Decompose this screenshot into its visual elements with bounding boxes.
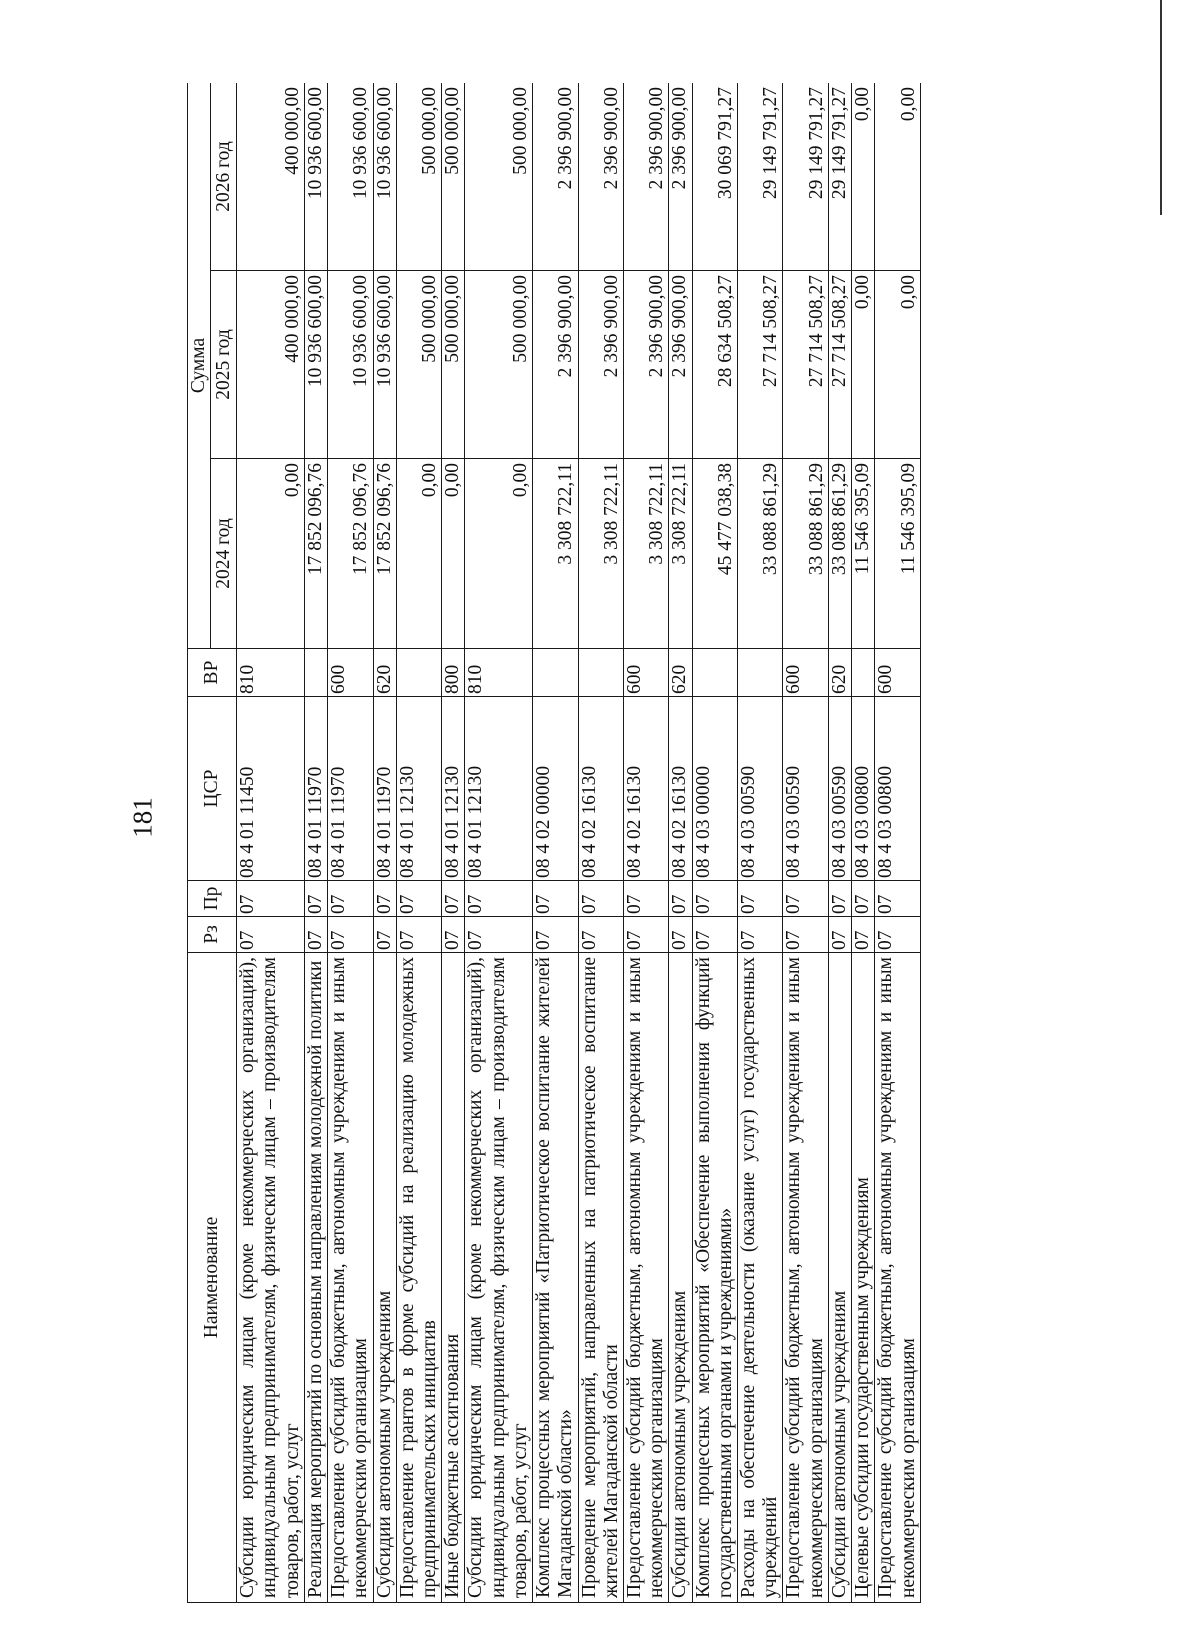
cell-pr: 07 [852, 881, 875, 917]
cell-2025: 2 396 900,00 [533, 271, 578, 459]
cell-2024: 17 852 096,76 [304, 459, 327, 649]
cell-pr: 07 [738, 881, 783, 917]
cell-rz: 07 [623, 917, 668, 953]
col-header-2026: 2026 год [211, 83, 237, 271]
cell-2024: 0,00 [396, 459, 441, 649]
cell-pr: 07 [237, 881, 305, 917]
cell-vr [578, 649, 623, 697]
col-header-vr: ВР [188, 649, 237, 697]
cell-vr: 620 [669, 649, 692, 697]
cell-2026: 500 000,00 [396, 83, 441, 271]
cell-rz: 07 [442, 917, 465, 953]
cell-2026: 30 069 791,27 [692, 83, 737, 271]
table-row [828, 83, 851, 1603]
cell-csr: 08 4 03 00800 [852, 697, 875, 881]
cell-2024: 33 088 861,29 [783, 459, 828, 649]
cell-vr: 810 [465, 649, 533, 697]
cell-2025: 27 714 508,27 [828, 271, 851, 459]
cell-rz: 07 [669, 917, 692, 953]
cell-2024: 11 546 395,09 [852, 459, 875, 649]
cell-2024: 3 308 722,11 [578, 459, 623, 649]
cell-vr: 600 [875, 649, 920, 697]
cell-vr: 620 [828, 649, 851, 697]
cell-2024: 33 088 861,29 [738, 459, 783, 649]
cell-2026: 2 396 900,00 [578, 83, 623, 271]
cell-2026: 2 396 900,00 [623, 83, 668, 271]
cell-csr: 08 4 03 00590 [783, 697, 828, 881]
cell-rz: 07 [533, 917, 578, 953]
cell-rz: 07 [328, 917, 373, 953]
cell-rz: 07 [738, 917, 783, 953]
col-header-name: Наименование [188, 953, 237, 1603]
col-header-2025: 2025 год [211, 271, 237, 459]
rotated-table-block [187, 83, 1062, 1603]
cell-csr: 08 4 01 12130 [396, 697, 441, 881]
cell-2026: 29 149 791,27 [738, 83, 783, 271]
cell-2024: 0,00 [237, 459, 305, 649]
cell-csr: 08 4 01 11970 [373, 697, 396, 881]
table-row [692, 83, 737, 1603]
table-row [442, 83, 465, 1603]
cell-name: Субсидии автономным учреждениям [669, 953, 692, 1603]
table-row [304, 83, 327, 1603]
cell-name: Реализация мероприятий по основным направлениям молодежной политики [304, 953, 327, 1603]
cell-rz: 07 [875, 917, 920, 953]
cell-2026: 500 000,00 [465, 83, 533, 271]
cell-name: Проведение мероприятий, направленных на патриотическое воспитание жителей Магаданской области [578, 953, 623, 1603]
cell-name: Предоставление грантов в форме субсидий на реализацию молодежных предпринимательских инициатив [396, 953, 441, 1603]
cell-name: Субсидии автономным учреждениям [828, 953, 851, 1603]
cell-name: Субсидии юридическим лицам (кроме некоммерческих организаций), индивидуальным предпринимателям, физическим лицам – производителям товаров, работ, услуг [237, 953, 305, 1603]
table-row [237, 83, 305, 1603]
cell-2024: 3 308 722,11 [669, 459, 692, 649]
cell-rz: 07 [237, 917, 305, 953]
table-row [396, 83, 441, 1603]
cell-vr: 810 [237, 649, 305, 697]
cell-name: Субсидии автономным учреждениям [373, 953, 396, 1603]
cell-csr: 08 4 02 16130 [669, 697, 692, 881]
cell-2025: 2 396 900,00 [623, 271, 668, 459]
cell-2024: 0,00 [465, 459, 533, 649]
cell-name: Целевые субсидии государственным учреждениям [852, 953, 875, 1603]
cell-2026: 400 000,00 [237, 83, 305, 271]
cell-2024: 33 088 861,29 [828, 459, 851, 649]
table-row [465, 83, 533, 1603]
table-row [875, 83, 920, 1603]
cell-name: Субсидии юридическим лицам (кроме некоммерческих организаций), индивидуальным предпринимателям, физическим лицам – производителям товаров, работ, услуг [465, 953, 533, 1603]
cell-pr: 07 [623, 881, 668, 917]
cell-vr: 800 [442, 649, 465, 697]
cell-2025: 500 000,00 [442, 271, 465, 459]
cell-2025: 27 714 508,27 [783, 271, 828, 459]
col-header-2024: 2024 год [211, 459, 237, 649]
cell-rz: 07 [828, 917, 851, 953]
cell-pr: 07 [396, 881, 441, 917]
cell-csr: 08 4 01 11970 [328, 697, 373, 881]
cell-2025: 27 714 508,27 [738, 271, 783, 459]
table-row [783, 83, 828, 1603]
table-row [623, 83, 668, 1603]
scan-border-line [1160, 0, 1162, 215]
cell-vr: 600 [623, 649, 668, 697]
cell-vr: 600 [328, 649, 373, 697]
cell-pr: 07 [328, 881, 373, 917]
cell-2025: 2 396 900,00 [669, 271, 692, 459]
cell-csr: 08 4 02 16130 [578, 697, 623, 881]
cell-pr: 07 [578, 881, 623, 917]
cell-rz: 07 [373, 917, 396, 953]
table-row [578, 83, 623, 1603]
cell-2026: 29 149 791,27 [783, 83, 828, 271]
cell-vr: 600 [783, 649, 828, 697]
cell-rz: 07 [578, 917, 623, 953]
cell-pr: 07 [875, 881, 920, 917]
cell-pr: 07 [692, 881, 737, 917]
cell-name: Иные бюджетные ассигнования [442, 953, 465, 1603]
cell-name: Расходы на обеспечение деятельности (оказание услуг) государственных учреждений [738, 953, 783, 1603]
cell-2025: 28 634 508,27 [692, 271, 737, 459]
col-header-sum: Сумма [188, 83, 211, 649]
cell-csr: 08 4 01 12130 [442, 697, 465, 881]
cell-rz: 07 [783, 917, 828, 953]
cell-2025: 2 396 900,00 [578, 271, 623, 459]
cell-rz: 07 [465, 917, 533, 953]
cell-name: Комплекс процессных мероприятий «Патриотическое воспитание жителей Магаданской области» [533, 953, 578, 1603]
budget-table-wrapper [187, 83, 1062, 1603]
table-row [373, 83, 396, 1603]
cell-pr: 07 [373, 881, 396, 917]
cell-2026: 0,00 [852, 83, 875, 271]
cell-2026: 2 396 900,00 [669, 83, 692, 271]
cell-pr: 07 [442, 881, 465, 917]
cell-2025: 10 936 600,00 [304, 271, 327, 459]
cell-vr [304, 649, 327, 697]
cell-vr [396, 649, 441, 697]
cell-csr: 08 4 01 11450 [237, 697, 305, 881]
cell-2026: 0,00 [875, 83, 920, 271]
cell-vr [533, 649, 578, 697]
table-row [533, 83, 578, 1603]
cell-pr: 07 [533, 881, 578, 917]
cell-2026: 10 936 600,00 [304, 83, 327, 271]
cell-2026: 10 936 600,00 [373, 83, 396, 271]
cell-2024: 17 852 096,76 [328, 459, 373, 649]
cell-csr: 08 4 02 00000 [533, 697, 578, 881]
cell-name: Предоставление субсидий бюджетным, автономным учреждениям и иным некоммерческим организациям [623, 953, 668, 1603]
cell-rz: 07 [304, 917, 327, 953]
cell-2024: 3 308 722,11 [533, 459, 578, 649]
cell-2025: 400 000,00 [237, 271, 305, 459]
cell-2024: 11 546 395,09 [875, 459, 920, 649]
cell-csr: 08 4 03 00000 [692, 697, 737, 881]
cell-2025: 0,00 [852, 271, 875, 459]
cell-csr: 08 4 03 00800 [875, 697, 920, 881]
cell-2025: 10 936 600,00 [373, 271, 396, 459]
cell-2024: 17 852 096,76 [373, 459, 396, 649]
budget-table-body [237, 83, 921, 1603]
table-row [738, 83, 783, 1603]
cell-2026: 10 936 600,00 [328, 83, 373, 271]
table-row [328, 83, 373, 1603]
cell-pr: 07 [828, 881, 851, 917]
cell-csr: 08 4 03 00590 [738, 697, 783, 881]
cell-pr: 07 [669, 881, 692, 917]
cell-vr: 620 [373, 649, 396, 697]
cell-vr [692, 649, 737, 697]
cell-pr: 07 [465, 881, 533, 917]
table-row [669, 83, 692, 1603]
cell-csr: 08 4 02 16130 [623, 697, 668, 881]
cell-name: Предоставление субсидий бюджетным, автономным учреждениям и иным некоммерческим организациям [875, 953, 920, 1603]
cell-2025: 500 000,00 [396, 271, 441, 459]
cell-name: Предоставление субсидий бюджетным, автономным учреждениям и иным некоммерческим организациям [328, 953, 373, 1603]
cell-csr: 08 4 01 11970 [304, 697, 327, 881]
page-number: 181 [127, 797, 158, 838]
col-header-pr: Пр [188, 881, 237, 917]
table-row [852, 83, 875, 1603]
cell-rz: 07 [396, 917, 441, 953]
col-header-csr: ЦСР [188, 697, 237, 881]
cell-rz: 07 [852, 917, 875, 953]
cell-2025: 0,00 [875, 271, 920, 459]
cell-2025: 10 936 600,00 [328, 271, 373, 459]
cell-pr: 07 [304, 881, 327, 917]
budget-table [187, 83, 921, 1603]
cell-2026: 2 396 900,00 [533, 83, 578, 271]
cell-csr: 08 4 01 12130 [465, 697, 533, 881]
cell-2024: 3 308 722,11 [623, 459, 668, 649]
cell-vr [738, 649, 783, 697]
cell-rz: 07 [692, 917, 737, 953]
cell-csr: 08 4 03 00590 [828, 697, 851, 881]
col-header-rz: Рз [188, 917, 237, 953]
cell-2026: 29 149 791,27 [828, 83, 851, 271]
cell-vr [852, 649, 875, 697]
cell-name: Комплекс процессных мероприятий «Обеспечение выполнения функций государственными органами и учреждениями» [692, 953, 737, 1603]
cell-2026: 500 000,00 [442, 83, 465, 271]
cell-pr: 07 [783, 881, 828, 917]
cell-2024: 45 477 038,38 [692, 459, 737, 649]
cell-2024: 0,00 [442, 459, 465, 649]
cell-2025: 500 000,00 [465, 271, 533, 459]
cell-name: Предоставление субсидий бюджетным, автономным учреждениям и иным некоммерческим организациям [783, 953, 828, 1603]
